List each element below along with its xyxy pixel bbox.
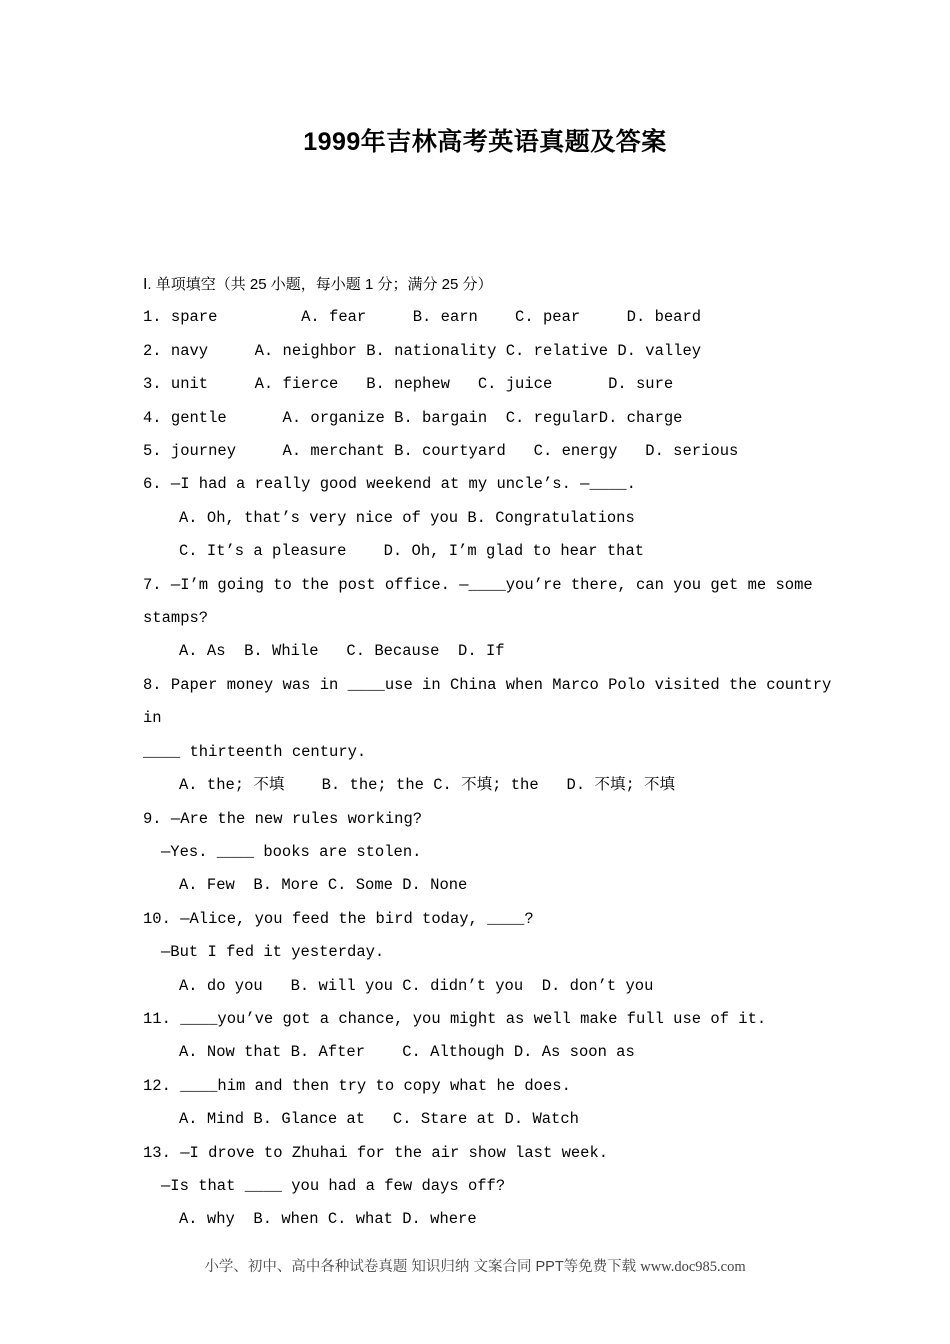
question-line: 13. —I drove to Zhuhai for the air show last week. (143, 1143, 609, 1162)
question-line: 11. ____you’ve got a chance, you might as well make full use of it. (143, 1009, 767, 1028)
question-line: 6. —I had a really good weekend at my uncle’s. —____. (143, 475, 636, 494)
question-line: 7. —I’m going to the post office. —____you’re there, can you get me some (143, 575, 813, 594)
option-line: A. Mind B. Glance at C. Stare at D. Watch (179, 1110, 579, 1129)
option-line: A. why B. when C. what D. where (179, 1210, 477, 1229)
footer-text: 小学、初中、高中各种试卷真题 知识归纳 文案合同 PPT等免费下载 (204, 1259, 637, 1275)
question-line: 1. spare A. fear B. earn C. pear D. beard (143, 308, 702, 327)
option-line: A. do you B. will you C. didn’t you D. don’t you (179, 976, 654, 995)
page-title: 1999年吉林高考英语真题及答案 (303, 128, 667, 156)
dialogue-line: —Yes. ____ books are stolen. (161, 842, 422, 861)
question-line-continuation: ____ thirteenth century. (143, 742, 367, 761)
question-line: 8. Paper money was in ____use in China when Marco Polo visited the country in (143, 675, 841, 728)
dialogue-line: —But I fed it yesterday. (161, 943, 385, 962)
question-line: 9. —Are the new rules working? (143, 809, 423, 828)
option-line: A. Oh, that’s very nice of you B. Congratulations (179, 508, 635, 527)
page-footer (0, 1255, 950, 1276)
question-line: 3. unit A. fierce B. nephew C. juice D. sure (143, 375, 674, 394)
option-line: A. As B. While C. Because D. If (179, 642, 505, 661)
question-line: 12. ____him and then try to copy what he does. (143, 1076, 571, 1095)
option-line: C. It’s a pleasure D. Oh, I’m glad to hear that (179, 542, 645, 561)
section-heading: Ⅰ. 单项填空（共 25 小题，每小题 1 分；满分 25 分） (143, 276, 493, 293)
question-line: 4. gentle A. organize B. bargain C. regularD. charge (143, 408, 683, 427)
question-line: 10. —Alice, you feed the bird today, ____? (143, 909, 534, 928)
option-line: A. Now that B. After C. Although D. As soon as (179, 1043, 635, 1062)
option-line: A. the; 不填 B. the; the C. 不填; the D. 不填; 不填 (179, 776, 676, 795)
question-line-continuation: stamps? (143, 609, 209, 628)
footer-site-link[interactable]: www.doc985.com (640, 1259, 746, 1275)
option-line: A. Few B. More C. Some D. None (179, 876, 468, 895)
document-body (0, 268, 950, 1237)
dialogue-line: —Is that ____ you had a few days off? (161, 1176, 506, 1195)
question-line: 2. navy A. neighbor B. nationality C. relative D. valley (143, 341, 702, 360)
question-line: 5. journey A. merchant B. courtyard C. energy D. serious (143, 442, 739, 461)
